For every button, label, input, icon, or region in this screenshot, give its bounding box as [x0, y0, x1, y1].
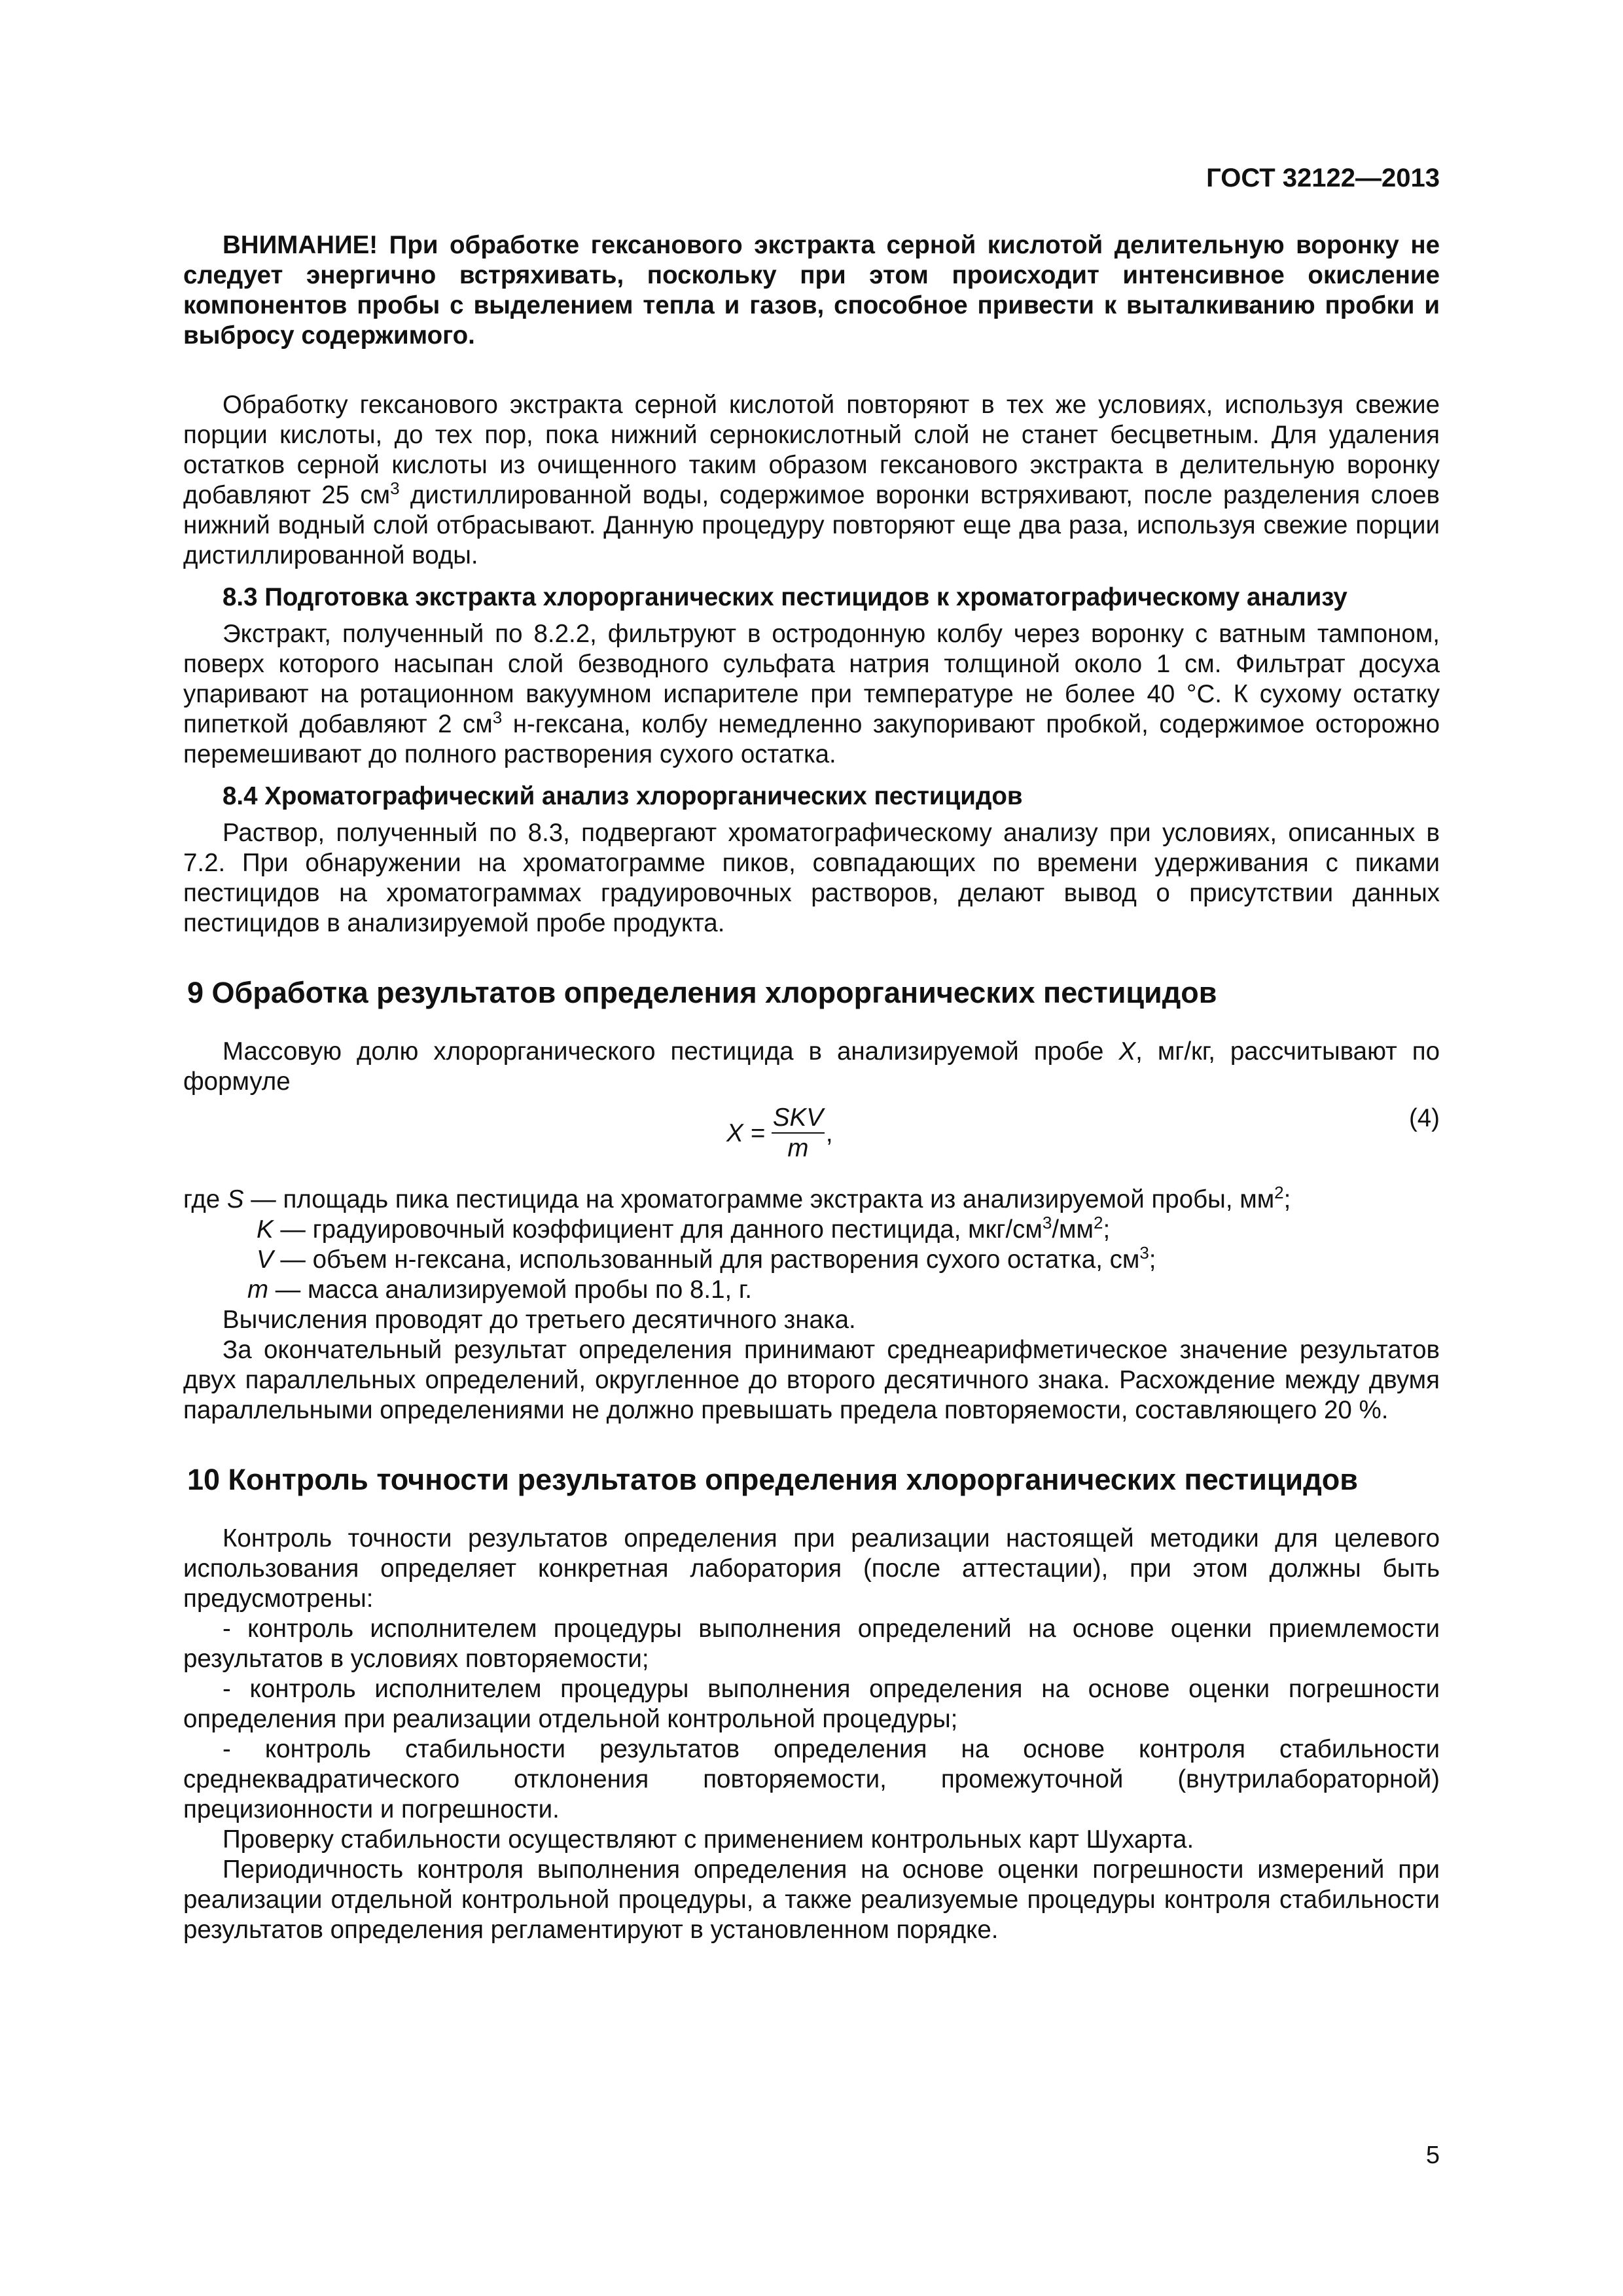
superscript: 2 — [1093, 1213, 1103, 1232]
formula-numerator: SKV — [772, 1103, 825, 1134]
section-9-heading: 9 Обработка результатов определения хлорорганических пестицидов — [187, 976, 1217, 1009]
text-run: н-гексана, колбу немедленно закупоривают пробкой, содержимое осторожно перемешивают до полного растворения сухого остатка. — [183, 710, 1440, 768]
subsection-8-3-title: 8.3 Подготовка экстракта хлорорганических пестицидов к хроматографическому анализу — [223, 583, 1347, 611]
variable-x: X — [1118, 1037, 1136, 1066]
formula-fraction — [772, 1103, 825, 1164]
subsection-8-4-text: Раствор, полученный по 8.3, подвергают хроматографическому анализу при условиях, описанных в 7.2. При обнаружении на хроматограмме пиков, совпадающих по времени удерживания с пиками пестицидов на хроматограммах градуировочных растворов, делают вывод о присутствии данных пестицидов в анализируемой пробе продукта. — [183, 819, 1440, 937]
stability-check-paragraph: Проверку стабильности осуществляют с применением контрольных карт Шухарта. — [223, 1825, 1194, 1854]
definition-text: — объем н-гексана, использованный для растворения сухого остатка, см — [273, 1246, 1140, 1274]
text-run: ; — [1149, 1246, 1156, 1274]
equation-number: (4) — [1408, 1104, 1440, 1132]
text-run: Обработку гексанового экстракта серной кислотой повторяют в тех же условиях, используя свежие порции кислоты, до тех пор, пока нижний сернокислотный слой не станет бесцветным. Для удаления остатков серной кислоты из очищенного таким образом гексанового экстракта в делительную воронку добавляют 25 см — [183, 391, 1440, 509]
section-10-intro: Контроль точности результатов определения при реализации настоящей методики для целевого использования определяет конкретная лаборатория (после аттестации), при этом должны быть предусмотрены: — [183, 1524, 1440, 1613]
symbol: S — [226, 1185, 244, 1213]
document-id-header: ГОСТ 32122—2013 — [1206, 164, 1440, 192]
symbol: V — [257, 1246, 274, 1274]
list-item: - контроль исполнителем процедуры выполнения определений на основе оценки приемлемости результатов в условиях повторяемости; — [183, 1615, 1440, 1673]
definition-text: — площадь пика пестицида на хроматограмме экстракта из анализируемой пробы, мм — [243, 1185, 1275, 1213]
superscript: 3 — [390, 478, 400, 498]
definition-m — [183, 1275, 1440, 1305]
superscript: 3 — [492, 708, 503, 727]
where-label: где — [183, 1185, 227, 1213]
text-run: дистиллированной воды, содержимое воронки встряхивают, после разделения слоев нижний водный слой отбрасывают. Данную процедуру повторяют еще два раза, используя свежие порции дистиллированной воды. — [183, 481, 1440, 569]
definition-text: — градуировочный коэффициент для данного пестицида, мкг/см — [273, 1215, 1043, 1244]
text-run: Экстракт, полученный по 8.2.2, фильтруют в остродонную колбу через воронку с ватным тампоном, поверх которого насыпан слой безводного сульфата натрия толщиной около 1 см. Фильтрат досуха упаривают на ротационном вакуумном испарителе при температуре не более 40 °С. К сухому остатку пипеткой добавляют 2 см — [183, 620, 1440, 738]
symbol: m — [247, 1276, 269, 1304]
warning-paragraph: ВНИМАНИЕ! При обработке гексанового экстракта серной кислотой делительную воронку не следует энергично встряхивать, поскольку при этом происходит интенсивное окисление компонентов пробы с выделением тепла и газов, способное привести к выталкиванию пробки и выбросу содержимого. — [183, 231, 1440, 350]
calculation-precision-paragraph: Вычисления проводят до третьего десятичного знака. — [223, 1306, 856, 1334]
formula-lhs: X = — [726, 1119, 765, 1147]
page-number: 5 — [1425, 2142, 1440, 2169]
superscript: 2 — [1274, 1183, 1284, 1202]
formula-comma: , — [825, 1119, 833, 1147]
acid-treatment-paragraph — [183, 390, 1440, 571]
definition-k — [183, 1215, 1440, 1245]
final-result-paragraph: За окончательный результат определения принимают среднеарифметическое значение результатов двух параллельных определений, округленное до второго десятичного знака. Расхождение между двумя параллельными определениями не должно превышать предела повторяемости, составляющего 20 %. — [183, 1336, 1440, 1424]
superscript: 3 — [1139, 1243, 1149, 1263]
formula-denominator: m — [787, 1134, 809, 1162]
text-run: ; — [1283, 1185, 1291, 1213]
list-item: - контроль исполнителем процедуры выполнения определения на основе оценки погрешности определения при реализации отдельной контрольной процедуры; — [183, 1675, 1440, 1733]
formula-expression — [726, 1103, 833, 1164]
subsection-8-3-text — [183, 619, 1440, 770]
formula-4 — [183, 1100, 1440, 1178]
text-run: ; — [1103, 1215, 1111, 1244]
superscript: 3 — [1042, 1213, 1052, 1232]
section-9-intro — [183, 1037, 1440, 1097]
definition-v — [183, 1245, 1440, 1275]
symbol: K — [257, 1215, 274, 1244]
text-run: /мм — [1052, 1215, 1094, 1244]
definition-text: — масса анализируемой пробы по 8.1, г. — [268, 1276, 752, 1304]
list-item: - контроль стабильности результатов определения на основе контроля стабильности среднеквадратического отклонения повторяемости, промежуточной (внутрилабораторной) прецизионности и погрешности. — [183, 1735, 1440, 1823]
subsection-8-4-title: 8.4 Хроматографический анализ хлорорганических пестицидов — [223, 782, 1023, 810]
text-run: Массовую долю хлорорганического пестицида в анализируемой пробе — [223, 1037, 1119, 1066]
text-run: , мг/кг, рассчитывают по формуле — [183, 1037, 1440, 1096]
definition-s — [183, 1185, 1440, 1215]
control-periodicity-paragraph: Периодичность контроля выполнения определения на основе оценки погрешности измерений при реализации отдельной контрольной процедуры, а также реализуемые процедуры контроля стабильности результатов определения регламентируют в установленном порядке. — [183, 1856, 1440, 1944]
section-10-heading: 10 Контроль точности результатов определения хлорорганических пестицидов — [187, 1463, 1358, 1496]
